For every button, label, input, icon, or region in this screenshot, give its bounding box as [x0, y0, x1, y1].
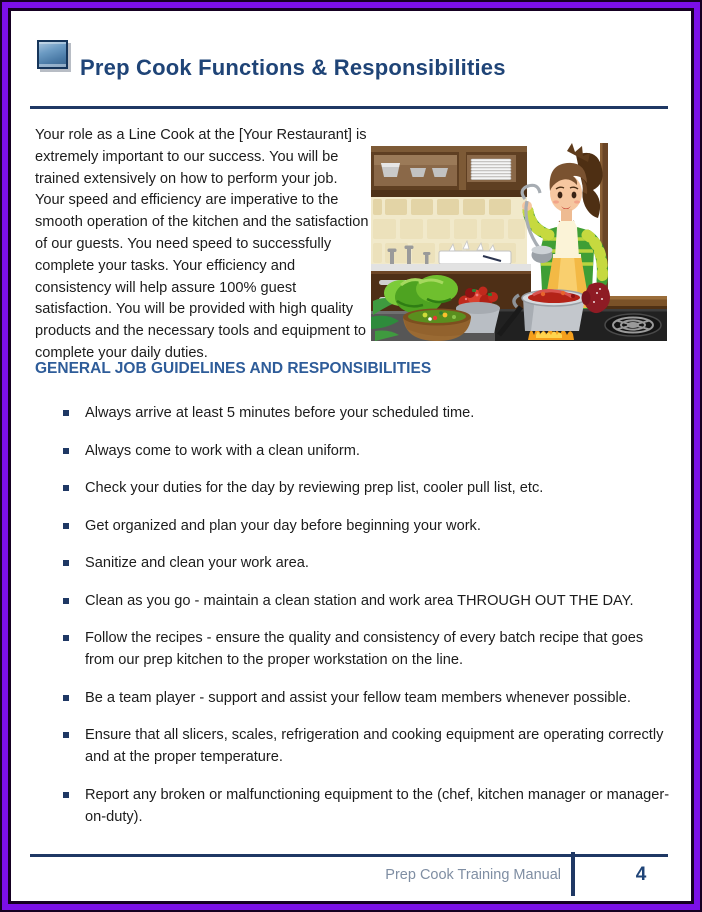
section-heading: GENERAL JOB GUIDELINES AND RESPONSIBILITIES: [35, 360, 432, 377]
bullet-square-icon: [63, 410, 69, 416]
bullet-square-icon: [63, 598, 69, 604]
guidelines-list: [35, 402, 673, 843]
list-item-text: Check your duties for the day by reviewing prep list, cooler pull list, etc.: [85, 480, 544, 496]
list-item: [35, 784, 673, 828]
list-item: [35, 440, 673, 462]
list-item-text: Sanitize and clean your work area.: [85, 555, 309, 571]
list-item-text: Clean as you go - maintain a clean station and work area THROUGH OUT THE DAY.: [85, 592, 634, 609]
list-item-text: Always arrive at least 5 minutes before your scheduled time.: [85, 405, 475, 421]
list-item-text: Ensure that all slicers, scales, refrigeration and cooking equipment are operating correctly and at the proper temperature.: [85, 727, 664, 765]
bullet-square-icon: [63, 732, 69, 738]
intro-paragraph: Your role as a Line Cook at the [Your Restaurant] is extremely important to our success. You will be trained extensively on how to perform your job. Your speed and efficiency are imperative to the smooth operation of the kitchen and the satisfaction of our guests. You need speed to successfully complete your tasks. Your efficiency and consistency will help assure 100% guest satisfaction. You will be provided with high quality products and the necessary tools and equipment to complete your daily duties.: [35, 127, 369, 361]
bullet-square-icon: [63, 448, 69, 454]
bullet-square-icon: [63, 635, 69, 641]
bullet-square-icon: [63, 695, 69, 701]
list-item: [35, 724, 673, 768]
page-title: Prep Cook Functions & Responsibilities: [80, 55, 506, 80]
list-item-text: Always come to work with a clean uniform.: [85, 442, 360, 459]
list-item: [35, 552, 673, 574]
list-item: [35, 687, 673, 709]
list-item-text: Follow the recipes - ensure the quality and consistency of every batch recipe that goes from our prep kitchen to the proper workstation on the line.: [85, 630, 644, 668]
footer-document-title: Prep Cook Training Manual: [385, 867, 561, 883]
list-item-text: Be a team player - support and assist your fellow team members whenever possible.: [85, 689, 631, 706]
list-item-text: Report any broken or malfunctioning equipment to the (chef, kitchen manager or manager-on-duty).: [85, 786, 670, 825]
title-divider: [30, 106, 668, 109]
bullet-square-icon: [63, 523, 69, 529]
footer-page-number: 4: [635, 864, 647, 885]
paper-area: [11, 11, 691, 901]
kitchen-cook-illustration: [371, 143, 667, 349]
blue-square-bullet-icon: [37, 40, 68, 69]
list-item: [35, 477, 673, 499]
bullet-square-icon: [63, 560, 69, 566]
list-item: [35, 515, 673, 537]
bullet-square-icon: [63, 792, 69, 798]
list-item: [35, 627, 673, 671]
list-item: [35, 590, 673, 612]
list-item: [35, 402, 673, 424]
list-item-text: Get organized and plan your day before beginning your work.: [85, 517, 481, 534]
footer-vertical-divider: [571, 852, 575, 896]
bullet-square-icon: [63, 485, 69, 491]
